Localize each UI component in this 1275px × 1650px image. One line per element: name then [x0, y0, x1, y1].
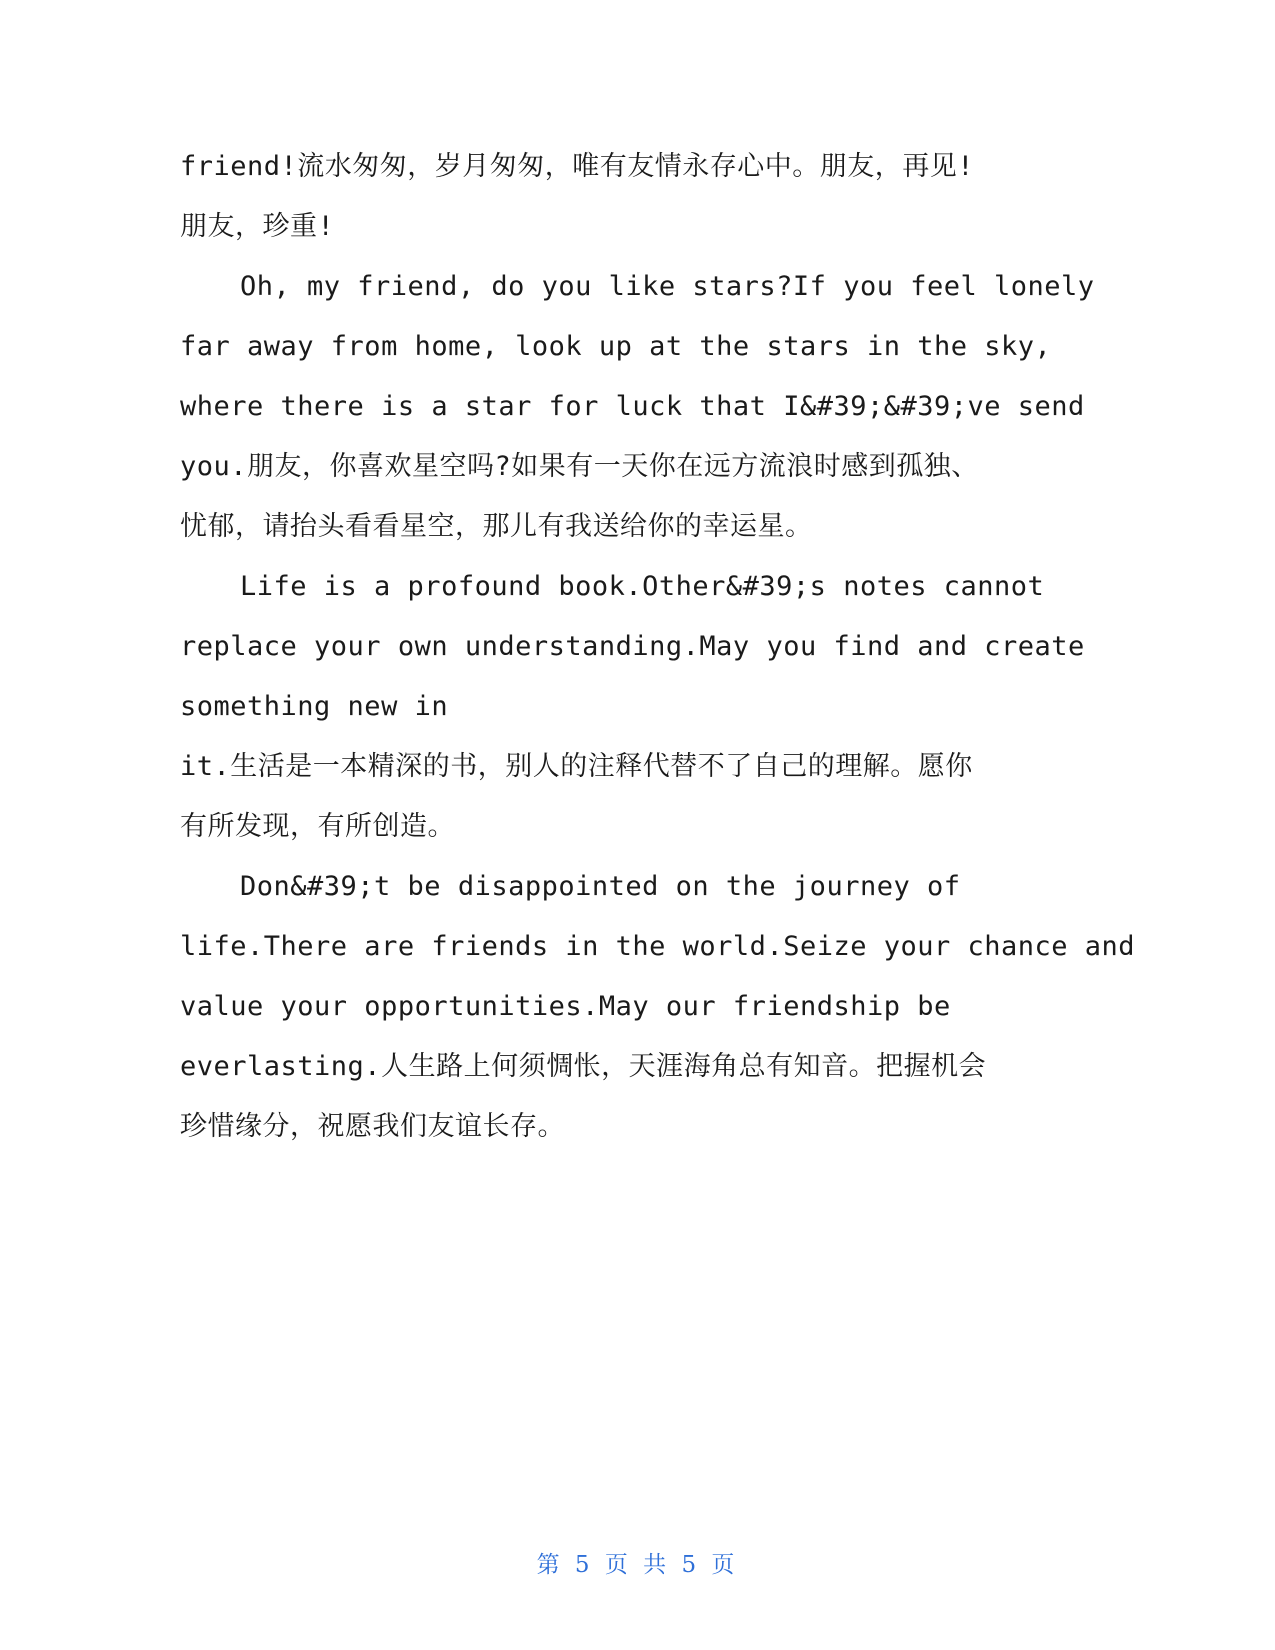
text-line: replace your own understanding.May you find and create: [180, 631, 1085, 662]
text-line: Life is a profound book.Other&#39;s notes cannot: [240, 571, 1045, 602]
text-line: you.朋友，你喜欢星空吗?如果有一天你在远方流浪时感到孤独、: [180, 451, 979, 482]
text-line: 忧郁，请抬头看看星空，那儿有我送给你的幸运星。: [180, 511, 813, 542]
text-line: everlasting.人生路上何须惆怅，天涯海角总有知音。把握机会: [180, 1051, 987, 1082]
text-line: 有所发现，有所创造。: [180, 811, 455, 842]
text-line: 朋友，珍重!: [180, 211, 335, 242]
text-line: value your opportunities.May our friendship be: [180, 991, 951, 1022]
page-number-label: 第 5 页 共 5 页: [536, 1552, 739, 1578]
text-line: 珍惜缘分，祝愿我们友谊长存。: [180, 1111, 565, 1142]
page-footer: [0, 1546, 1275, 1579]
text-line: far away from home, look up at the stars in the sky,: [180, 331, 1052, 362]
text-line: something new in: [180, 691, 449, 722]
text-line: life.There are friends in the world.Seize your chance and: [180, 931, 1136, 962]
text-line: where there is a star for luck that I&#39;&#39;ve send: [180, 391, 1085, 422]
text-line: Oh, my friend, do you like stars?If you feel lonely: [240, 271, 1095, 302]
text-line: it.生活是一本精深的书，别人的注释代替不了自己的理解。愿你: [180, 751, 973, 782]
body-text: [180, 137, 1136, 1157]
text-line: Don&#39;t be disappointed on the journey of: [240, 871, 961, 902]
text-line: friend!流水匆匆，岁月匆匆，唯有友情永存心中。朋友，再见!: [180, 151, 975, 182]
